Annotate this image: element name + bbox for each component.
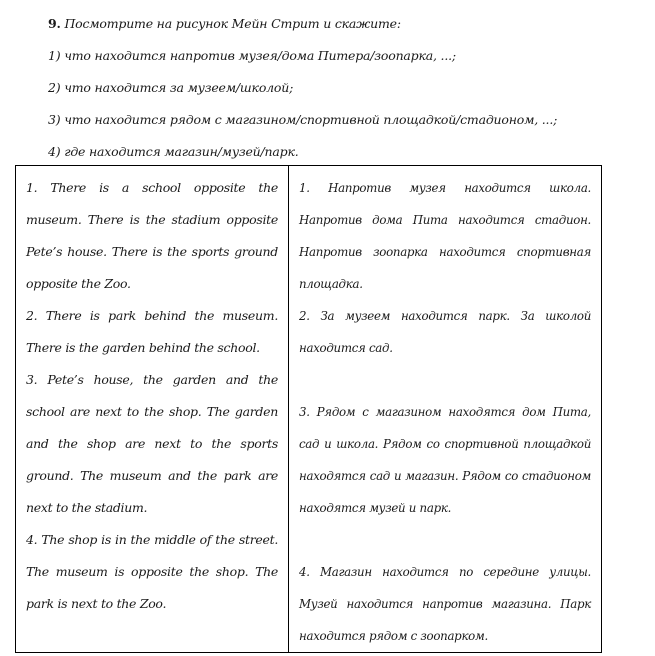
russian-answer-1: 1. Напротив музея находится школа. Напротив дома Пита находится стадион. Напротив зоопарка находится спортивная площадка. (299, 181, 591, 291)
question-2: 2) что находится за музеем/школой; (48, 80, 294, 95)
english-answers-cell (16, 166, 289, 653)
russian-answer-4: 4. Магазин находится по середине улицы. Музей находится напротив магазина. Парк находится рядом с зоопарком. (299, 565, 591, 643)
english-answer-2: 2. There is park behind the museum. There is the garden behind the school. (26, 308, 278, 355)
task-title (48, 8, 608, 40)
question-1: 1) что находится напротив музея/дома Питера/зоопарка, ...; (48, 48, 456, 63)
spacer (299, 364, 591, 396)
answers-table (15, 165, 602, 653)
task-title-text: Посмотрите на рисунок Мейн Стрит и скажите: (64, 16, 401, 31)
question-4: 4) где находится магазин/музей/парк. (48, 144, 299, 159)
task-number: 9. (48, 16, 61, 31)
russian-answers-cell (289, 166, 602, 653)
english-answer-4: 4. The shop is in the middle of the street. The museum is opposite the shop. The park is next to the Zoo. (26, 532, 278, 611)
english-answer-1: 1. There is a school opposite the museum. There is the stadium opposite Pete’s house. There is the sports ground opposite the Zoo. (26, 180, 278, 291)
table-row (16, 166, 602, 653)
english-answer-3: 3. Pete’s house, the garden and the school are next to the shop. The garden and the shop are next to the sports ground. The museum and the park are next to the stadium. (26, 372, 278, 515)
question-3: 3) что находится рядом с магазином/спортивной площадкой/стадионом, ...; (48, 112, 558, 127)
task-block (48, 8, 608, 168)
spacer (299, 524, 591, 556)
russian-answer-3: 3. Рядом с магазином находятся дом Пита, сад и школа. Рядом со спортивной площадкой находятся сад и магазин. Рядом со стадионом находятся музей и парк. (299, 405, 591, 515)
russian-answer-2: 2. За музеем находится парк. За школой находится сад. (299, 309, 591, 355)
